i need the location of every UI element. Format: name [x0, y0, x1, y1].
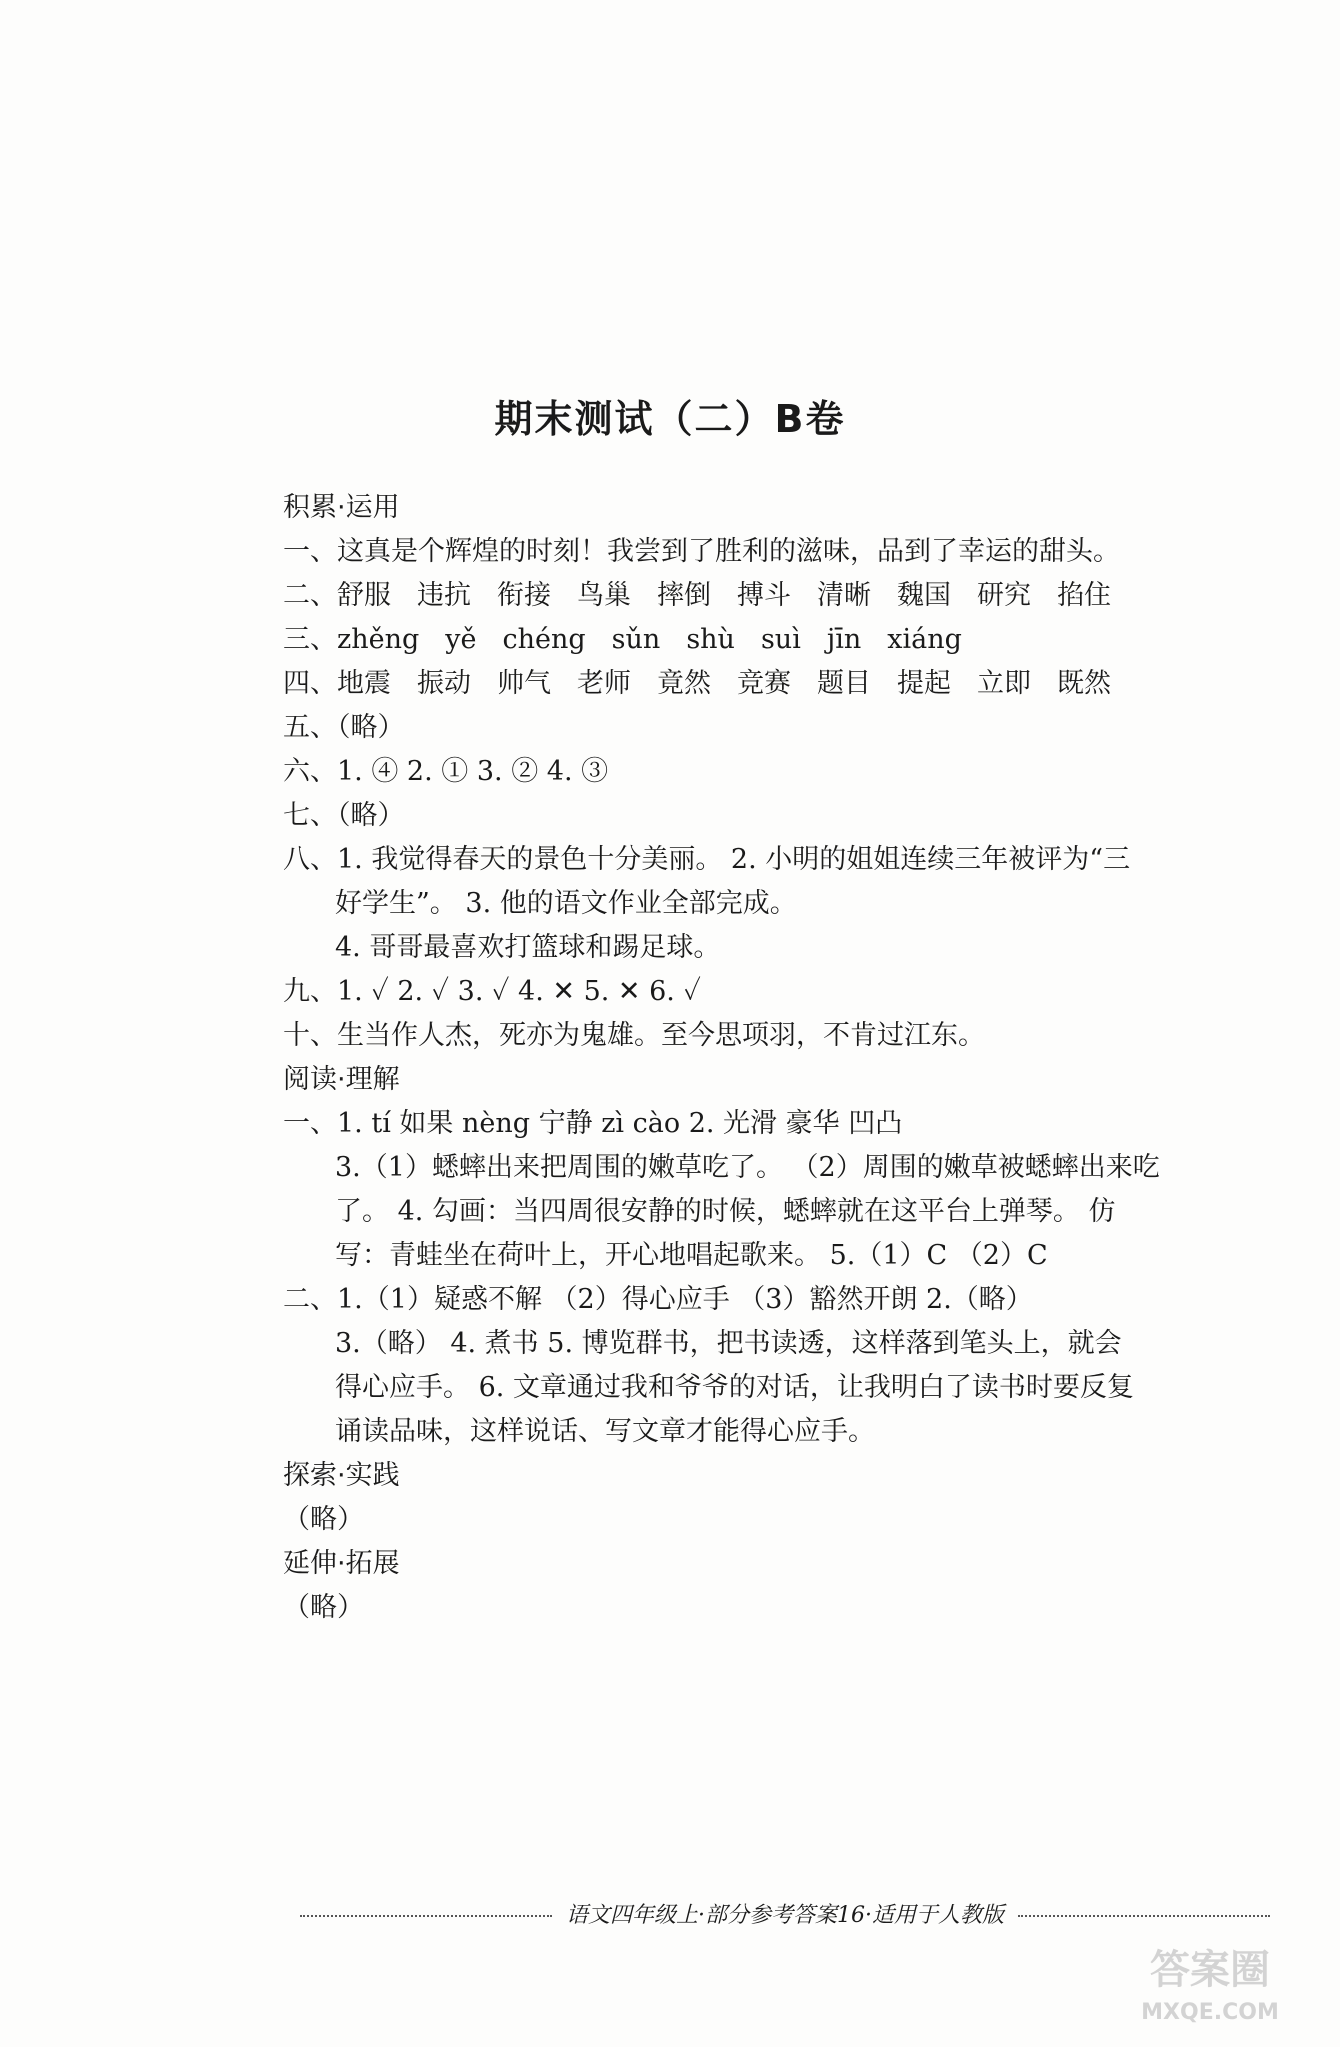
answer-line-9: 九、1. ✓ 2. ✓ 3. ✓ 4. ✕ 5. ✕ 6. ✓: [283, 976, 701, 1007]
reading-line-1d: 写：青蛙坐在荷叶上，开心地唱起歌来。 5.（1）C （2）C: [335, 1240, 1048, 1271]
pinyin: shù: [686, 624, 735, 655]
pinyin: suì: [760, 624, 801, 655]
reading-line-2b: 3.（略） 4. 煮书 5. 博览群书，把书读透，这样落到笔头上，就会: [335, 1328, 1122, 1359]
answer-line-8a: 八、1. 我觉得春天的景色十分美丽。 2. 小明的姐姐连续三年被评为“三: [283, 844, 1131, 875]
pinyin: sǔn: [611, 624, 661, 655]
word: 搏斗: [737, 580, 791, 611]
section-heading-reading: 阅读·理解: [283, 1064, 400, 1095]
word: 老师: [577, 668, 631, 699]
reading-line-1b: 3.（1）蟋蟀出来把周围的嫩草吃了。 （2）周围的嫩草被蟋蟀出来吃: [335, 1152, 1160, 1183]
site-watermark-logo: [1110, 1937, 1310, 2027]
footer-dotted-rule-right: [1018, 1915, 1270, 1917]
page-title: 期末测试（二）B卷: [494, 397, 846, 441]
section-heading-extension: 延伸·拓展: [283, 1548, 400, 1579]
word: 违抗: [417, 580, 471, 611]
word: 清晰: [817, 580, 871, 611]
word: 竞赛: [737, 668, 791, 699]
answer-line-5: 五、（略）: [283, 712, 405, 743]
exploration-body: （略）: [283, 1504, 364, 1535]
word: 既然: [1057, 668, 1111, 699]
word: 衔接: [497, 580, 551, 611]
answer-line-8c: 4. 哥哥最喜欢打篮球和踢足球。: [335, 932, 721, 963]
answer-line-4-label: 四、: [283, 668, 337, 699]
page-footer: [300, 1893, 1270, 1933]
answer-line-1: 一、这真是个辉煌的时刻！我尝到了胜利的滋味，品到了幸运的甜头。: [283, 536, 1120, 567]
pinyin: xiáng: [887, 624, 962, 655]
word: 帅气: [497, 668, 551, 699]
answer-line-2: [283, 574, 1263, 618]
word: 掐住: [1057, 580, 1111, 611]
reading-line-2c: 得心应手。 6. 文章通过我和爷爷的对话，让我明白了读书时要反复: [335, 1372, 1134, 1403]
reading-line-2d: 诵读品味，这样说话、写文章才能得心应手。: [335, 1416, 875, 1447]
word: 振动: [417, 668, 471, 699]
section-heading-accumulation: 积累·运用: [283, 492, 400, 523]
watermark-text-bottom: MXQE.COM: [1141, 2000, 1279, 2025]
word: 提起: [897, 668, 951, 699]
answer-line-2-label: 二、: [283, 580, 337, 611]
word: 题目: [817, 668, 871, 699]
answer-line-3-label: 三、: [283, 624, 337, 655]
word: 研究: [977, 580, 1031, 611]
footer-text: 语文四年级上·部分参考答案16·适用于人教版: [566, 1902, 1004, 1928]
pinyin: zhěng: [337, 624, 420, 655]
word: 摔倒: [657, 580, 711, 611]
answer-line-3: [283, 618, 1263, 662]
word: 竟然: [657, 668, 711, 699]
extension-body: （略）: [283, 1592, 364, 1623]
answer-line-8b: 好学生”。 3. 他的语文作业全部完成。: [335, 888, 797, 919]
section-heading-exploration: 探索·实践: [283, 1460, 400, 1491]
answer-line-7: 七、（略）: [283, 800, 405, 831]
answer-line-10: 十、生当作人杰，死亦为鬼雄。至今思项羽，不肯过江东。: [283, 1020, 985, 1051]
reading-line-1c: 了。 4. 勾画：当四周很安静的时候，蟋蟀就在这平台上弹琴。 仿: [335, 1196, 1116, 1227]
pinyin: yě: [445, 624, 477, 655]
watermark-text-top: 答案圈: [1150, 1947, 1270, 1993]
answer-line-4: [283, 662, 1263, 706]
word: 舒服: [337, 580, 391, 611]
answer-content: [283, 486, 1263, 1630]
word: 魏国: [897, 580, 951, 611]
word: 鸟巢: [577, 580, 631, 611]
footer-dotted-rule-left: [300, 1915, 552, 1917]
pinyin: chéng: [502, 624, 586, 655]
reading-line-2a: 二、1.（1）疑惑不解 （2）得心应手 （3）豁然开朗 2.（略）: [283, 1284, 1033, 1315]
word: 立即: [977, 668, 1031, 699]
word: 地震: [337, 668, 391, 699]
pinyin: jīn: [826, 624, 862, 655]
reading-line-1a: 一、1. tí 如果 nèng 宁静 zì cào 2. 光滑 豪华 凹凸: [283, 1108, 903, 1139]
answer-line-6: 六、1. ④ 2. ① 3. ② 4. ③: [283, 756, 609, 787]
